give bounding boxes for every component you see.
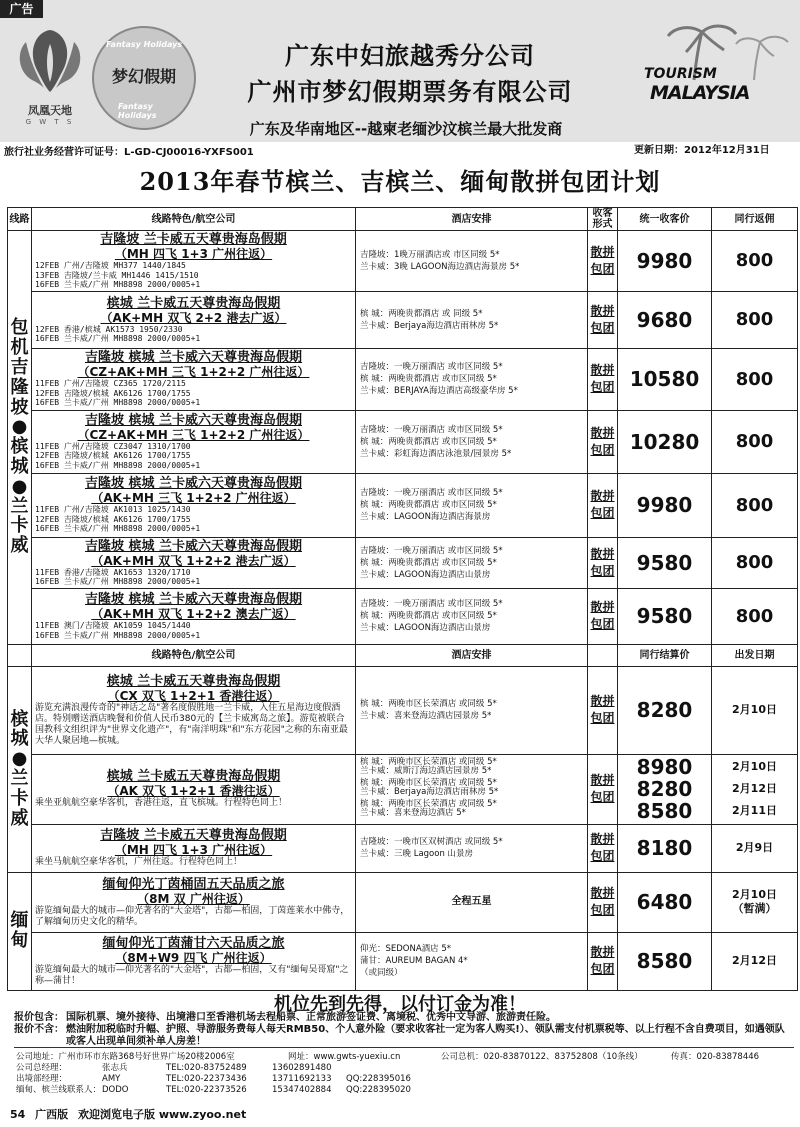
- price: 10280: [618, 410, 712, 473]
- company-name-1: 广东中妇旅越秀分公司: [285, 41, 535, 70]
- header-banner: [0, 0, 800, 142]
- site-link[interactable]: 欢迎浏览电子版 www.zyoo.net: [78, 1108, 247, 1121]
- route-cell: [32, 291, 356, 348]
- route-cell: [32, 872, 356, 932]
- license-number: 旅行社业务经营许可证号：L-GD-CJ00016-YXFS001: [4, 147, 254, 158]
- hotel-cell: 槟 城：两晚市区长荣酒店 或同级 5* 兰卡威：喜来登海边酒店园景房 5*: [356, 666, 588, 754]
- departure-date: 2月10日 （暂满）: [712, 872, 798, 932]
- hotel-option: 槟 城：两晚市区长荣酒店 或同级 5* 兰卡威：威斯汀海边酒店园景房 5*: [360, 756, 497, 776]
- route-subtitle: （8M+W9 四飞 广州往返）: [115, 950, 272, 965]
- route-description: 游览缅甸最大的城市—仰光著名的"大金塔"，古都—柏固，又有"缅甸吴哥窟"之称—蒲甘！: [35, 964, 349, 986]
- hotel-cell: 吉隆坡：一晚万丽酒店 或市区同级 5* 槟 城：两晚贵都酒店 或市区同级 5* 兰卡威：LAGOON海边酒店山景房: [356, 588, 588, 644]
- header-blank: [588, 644, 618, 666]
- route-description: 游览缅甸最大的城市—仰光著名的"大金塔"，古都—柏固，丁茵莲莱水中佛寺，了解缅甸历史文化的精华。: [35, 905, 350, 927]
- excludes-text: 燃油附加税临时升幅、护照、导游服务费每人每天RMB50、个人意外险（要求收客社一定为客人购买!）、领队需支付机票税等、以上行程不含自费项目，如遇领队或客人出现单间须补单人房差！: [66, 1024, 785, 1047]
- booking-form: 散拼 包团: [588, 473, 618, 537]
- price: 10580: [618, 348, 712, 410]
- route-subtitle: （CZ+AK+MH 三飞 1+2+2 广州往返）: [77, 427, 310, 442]
- price: 9980: [618, 231, 712, 292]
- contact-qq: QQ:228395016: [346, 1074, 411, 1084]
- route-title: 缅甸仰光丁茵桶固五天品质之旅: [102, 876, 285, 892]
- price: 9680: [618, 291, 712, 348]
- rebate: 800: [712, 537, 798, 588]
- contact-role: 缅甸、槟兰线联系人：: [16, 1085, 102, 1095]
- route-title: 吉隆坡 兰卡威五天尊贵海岛假期: [100, 828, 287, 843]
- contact-mobile: 13602891480: [272, 1063, 332, 1073]
- route-title: 吉隆坡 槟城 兰卡威六天尊贵海岛假期: [84, 592, 303, 607]
- tour-row: [8, 291, 798, 348]
- rebate: 800: [712, 348, 798, 410]
- route-subtitle: （8M 双 广州往返）: [137, 891, 250, 906]
- booking-form: 散拼 包团: [588, 291, 618, 348]
- hotel-option: 槟 城：两晚市区长荣酒店 或同级 5* 兰卡威：喜来登海边酒店 5*: [360, 798, 497, 818]
- section-label-myanmar: 缅甸: [8, 872, 32, 990]
- tour-row: [8, 932, 798, 990]
- price: 9580: [618, 588, 712, 644]
- route-cell: [32, 348, 356, 410]
- contact-row: [16, 1063, 796, 1074]
- departure-date: 2月12日: [732, 782, 777, 795]
- price: 6480: [618, 872, 712, 932]
- departure-date: 2月9日: [712, 824, 798, 872]
- logo-arc-text: Fantasy Holidays: [106, 40, 183, 49]
- contact-name: AMY: [102, 1074, 121, 1084]
- route-cell: [32, 754, 356, 824]
- page-footer: [10, 1106, 252, 1122]
- route-cell: [32, 410, 356, 473]
- gwts-logo: [6, 22, 94, 134]
- section-label-penang: 槟城●兰卡威: [8, 666, 32, 872]
- booking-form: 散拼 包团: [588, 348, 618, 410]
- tourism-malaysia-logo: [634, 22, 794, 127]
- contact-name: 张志兵: [102, 1063, 128, 1073]
- contact-name: DODO: [102, 1085, 129, 1095]
- hotel-cell: 吉隆坡：一晚万丽酒店 或市区同级 5* 槟 城：两晚贵都酒店 或市区同级 5* 兰卡威：彩虹海边酒店泳池景/园景房 5*: [356, 410, 588, 473]
- route-subtitle: （AK 双飞 1+2+1 香港往返）: [107, 784, 280, 798]
- flight-schedule: 11FEB 广州/吉隆坡 AK1013 1025/1430 12FEB 吉隆坡/槟城 AK6126 1700/1755 16FEB 兰卡威/广州 MH8898 2000/0005+1: [35, 505, 201, 534]
- tour-row: [8, 537, 798, 588]
- tour-row: [8, 231, 798, 292]
- tour-row: [8, 824, 798, 872]
- price: 8980: [636, 755, 693, 779]
- header-date: 出发日期: [712, 644, 798, 666]
- contact-role: 公司总经理：: [16, 1063, 68, 1073]
- contact-role: 出境部经理：: [16, 1074, 68, 1084]
- price: 8280: [618, 666, 712, 754]
- price: 8580: [618, 932, 712, 990]
- edition-label: 广西版: [35, 1108, 69, 1121]
- ad-label: 广告: [0, 0, 43, 18]
- hotel-cell: [356, 754, 588, 824]
- route-cell: [32, 932, 356, 990]
- route-description: 乘坐亚航航空豪华客机，香港往返，直飞槟城。行程特色同上！: [35, 798, 288, 808]
- route-subtitle: （CX 双飞 1+2+1 香港往返）: [107, 688, 280, 703]
- departure-date: 2月12日: [712, 932, 798, 990]
- price: 9580: [618, 537, 712, 588]
- header-region: 线路: [8, 208, 32, 231]
- divider: [14, 1047, 794, 1048]
- header-blank: [8, 644, 32, 666]
- route-subtitle: （AK+MH 双飞 1+2+2 港去广返）: [91, 553, 296, 568]
- page-title: 2013年春节槟兰、吉槟兰、缅甸散拼包团计划: [139, 167, 661, 196]
- tour-row: [8, 473, 798, 537]
- contact-tel: TEL:020-22373526: [166, 1085, 247, 1095]
- route-title: 吉隆坡 槟城 兰卡威六天尊贵海岛假期: [84, 350, 303, 366]
- flight-schedule: 11FEB 广州/吉隆坡 CZ3047 1310/1700 12FEB 吉隆坡/槟城 AK6126 1700/1755 16FEB 兰卡威/广州 MH8898 2000/0005+1: [35, 441, 201, 470]
- excludes-key: 报价不含：: [14, 1024, 64, 1035]
- route-subtitle: （MH 四飞 1+3 广州往返）: [114, 247, 273, 261]
- tour-row: [8, 348, 798, 410]
- table-header-row: [8, 208, 798, 231]
- logo-text: 凤凰天地: [28, 104, 72, 117]
- departure-date: 2月11日: [732, 804, 777, 817]
- route-subtitle: （AK+MH 双飞 2+2 港去广返）: [100, 310, 287, 325]
- hotel-option: 槟 城：两晚市区长荣酒店 或同级 5* 兰卡威：Berjaya海边酒店雨林房 5*: [360, 777, 499, 797]
- company-slogan: 广东及华南地区--越柬老缅沙汶槟兰最大批发商: [249, 120, 563, 138]
- company-name-2: 广州市梦幻假期票务有限公司: [247, 77, 573, 106]
- switchboard: 公司总机：020-83870122、83752808（10条线）: [441, 1052, 643, 1062]
- hotel-cell: 吉隆坡：一晚万丽酒店 或市区同级 5* 槟 城：两晚贵都酒店 或市区同级 5* 兰卡威：LAGOON海边酒店山景房: [356, 537, 588, 588]
- price: 9980: [618, 473, 712, 537]
- phoenix-logo-icon: [6, 22, 94, 100]
- route-cell: [32, 231, 356, 292]
- price-terms: [14, 1012, 794, 1048]
- date-list: [712, 754, 798, 824]
- header-price: 同行结算价: [618, 644, 712, 666]
- route-subtitle: （AK+MH 双飞 1+2+2 澳去广返）: [91, 607, 296, 621]
- update-date: 更新日期：2012年12月31日: [634, 145, 770, 156]
- flight-schedule: 11FEB 广州/吉隆坡 CZ365 1720/2115 12FEB 吉隆坡/槟城 AK6126 1700/1755 16FEB 兰卡威/广州 MH8898 2000/0005+1: [35, 379, 201, 408]
- contact-row: [16, 1085, 796, 1096]
- hotel-cell: 全程五星: [356, 872, 588, 932]
- route-title: 槟城 兰卡威五天尊贵海岛假期: [106, 769, 281, 784]
- fantasy-holidays-logo: [92, 26, 196, 130]
- page-number: 54: [10, 1108, 26, 1121]
- route-title: 吉隆坡 兰卡威五天尊贵海岛假期: [100, 232, 287, 247]
- contact-block: [16, 1052, 796, 1096]
- route-cell: [32, 537, 356, 588]
- route-subtitle: （AK+MH 三飞 1+2+2 广州往返）: [91, 491, 296, 506]
- tour-row: [8, 588, 798, 644]
- booking-form: 散拼 包团: [588, 231, 618, 292]
- booking-form: 散拼 包团: [588, 588, 618, 644]
- header-price: 统一收客价: [618, 208, 712, 231]
- rebate: 800: [712, 291, 798, 348]
- price: 8580: [636, 799, 693, 823]
- tourism-text: TOURISM: [644, 66, 717, 82]
- booking-form: 散拼 包团: [588, 824, 618, 872]
- price-list: [618, 754, 712, 824]
- hotel-cell: 吉隆坡：一晚万丽酒店 或市区同级 5* 槟 城：两晚贵都酒店 或市区同级 5* 兰卡威：BERJAYA海边酒店高级豪华房 5*: [356, 348, 588, 410]
- rebate: 800: [712, 473, 798, 537]
- route-cell: [32, 666, 356, 754]
- header-route: 线路特色/航空公司: [32, 644, 356, 666]
- flight-schedule: 12FEB 香港/槟城 AK1573 1950/2330 16FEB 兰卡威/广州 MH8898 2000/0005+1: [35, 324, 201, 343]
- contact-tel: TEL:020-83752489: [166, 1063, 247, 1073]
- rebate: 800: [712, 410, 798, 473]
- address: 公司地址：广州市环市东路368号好世界广场20楼2006室: [16, 1052, 235, 1062]
- flight-schedule: 11FEB 香港/吉隆坡 AK1653 1320/1710 16FEB 兰卡威/广州 MH8898 2000/0005+1: [35, 567, 201, 586]
- departure-date: 2月10日: [712, 666, 798, 754]
- tour-row: [8, 410, 798, 473]
- contact-qq: QQ:228395020: [346, 1085, 411, 1095]
- route-cell: [32, 588, 356, 644]
- hotel-cell: 吉隆坡：1晚万丽酒店或 市区同级 5* 兰卡威：3晚 LAGOON海边酒店海景房 5*: [356, 231, 588, 292]
- contact-row: [16, 1052, 796, 1063]
- includes-text: 国际机票、境外接待、出境港口至香港机场去程船票、正常旅游签证费、离境税、优秀中文导游、旅游责任险。: [66, 1012, 556, 1023]
- booking-form: 散拼 包团: [588, 932, 618, 990]
- contact-mobile: 15347402884: [272, 1085, 332, 1095]
- section-label-charter: 包机 吉隆坡●槟城●兰卡威: [8, 231, 32, 645]
- route-subtitle: （MH 四飞 1+3 广州往返）: [114, 843, 273, 857]
- tour-row: [8, 872, 798, 932]
- booking-form: 散拼 包团: [588, 754, 618, 824]
- rebate: 800: [712, 588, 798, 644]
- contact-mobile: 13711692133: [272, 1074, 332, 1084]
- contact-tel: TEL:020-22373436: [166, 1074, 247, 1084]
- route-title: 吉隆坡 槟城 兰卡威六天尊贵海岛假期: [84, 538, 303, 554]
- hotel-cell: 吉隆坡：一晚市区双树酒店 或同级 5* 兰卡威：三晚 Lagoon 山景房: [356, 824, 588, 872]
- route-description: 乘坐马航航空豪华客机，广州往返。行程特色同上！: [35, 857, 243, 867]
- route-title: 槟城 兰卡威五天尊贵海岛假期: [106, 295, 281, 311]
- departure-date: 2月10日: [732, 760, 777, 773]
- booking-form: 散拼 包团: [588, 537, 618, 588]
- route-cell: [32, 824, 356, 872]
- route-cell: [32, 473, 356, 537]
- rebate: 800: [712, 231, 798, 292]
- header-route: 线路特色/航空公司: [32, 208, 356, 231]
- header-form: 收客形式: [588, 208, 618, 231]
- price: 8280: [636, 777, 693, 801]
- route-subtitle: （CZ+AK+MH 三飞 1+2+2 广州往返）: [77, 365, 310, 380]
- flight-schedule: 12FEB 广州/吉隆坡 MH377 1440/1845 13FEB 吉隆坡/兰卡威 MH1446 1415/1510 16FEB 兰卡威/广州 MH8898 2000/0005+1: [35, 261, 201, 289]
- booking-form: 散拼 包团: [588, 872, 618, 932]
- route-description: 游览充满浪漫传奇的"神话之岛"著名度假胜地一兰卡威，入住五星海边度假酒店。特别赠送酒店晚餐和价值人民币380元的【兰卡威寓岛之旅】。游览被联合国教科文组织评为"世界文化遗产"，有"南洋明珠"和"东方花园"之称的东南亚最大华人聚居地—槟城。: [35, 702, 348, 746]
- website: 网址：www.gwts-yuexiu.cn: [288, 1052, 401, 1062]
- route-title: 吉隆坡 槟城 兰卡威六天尊贵海岛假期: [84, 412, 303, 428]
- flight-schedule: 11FEB 澳门/吉隆坡 AK1059 1045/1440 16FEB 兰卡威/广州 MH8898 2000/0005+1: [35, 621, 201, 640]
- tour-table: [7, 207, 798, 991]
- booking-form: 散拼 包团: [588, 410, 618, 473]
- header-rebate: 同行返佣: [712, 208, 798, 231]
- route-title: 槟城 兰卡威五天尊贵海岛假期: [106, 673, 281, 689]
- tour-row: [8, 754, 798, 824]
- contact-row: [16, 1074, 796, 1085]
- logo-main-text: 梦幻假期: [111, 67, 176, 86]
- booking-notice: 机位先到先得，以付订金为准！: [274, 994, 526, 1015]
- includes-key: 报价包含：: [14, 1012, 64, 1023]
- price: 8180: [618, 824, 712, 872]
- tour-row: [8, 666, 798, 754]
- route-title: 吉隆坡 槟城 兰卡威六天尊贵海岛假期: [84, 476, 303, 492]
- header-hotel: 酒店安排: [356, 644, 588, 666]
- logo-subtext: G W T S: [25, 118, 75, 126]
- malaysia-text: MALAYSIA: [650, 82, 750, 104]
- hotel-cell: 仰光：SEDONA酒店 5* 蒲甘：AUREUM BAGAN 4* （或同级）: [356, 932, 588, 990]
- hotel-cell: 槟 城：两晚贵都酒店 或 同级 5* 兰卡威：Berjaya海边酒店雨林房 5*: [356, 291, 588, 348]
- fax: 传真：020-83878446: [671, 1052, 760, 1062]
- header-hotel: 酒店安排: [356, 208, 588, 231]
- table-header-row: [8, 644, 798, 666]
- hotel-cell: 吉隆坡：一晚万丽酒店 或市区同级 5* 槟 城：两晚贵都酒店 或市区同级 5* 兰卡威：LAGOON海边酒店海景房: [356, 473, 588, 537]
- route-title: 缅甸仰光丁茵蒲甘六天品质之旅: [102, 935, 285, 951]
- booking-form: 散拼 包团: [588, 666, 618, 754]
- logo-arc-text: Fantasy Holidays: [118, 102, 157, 120]
